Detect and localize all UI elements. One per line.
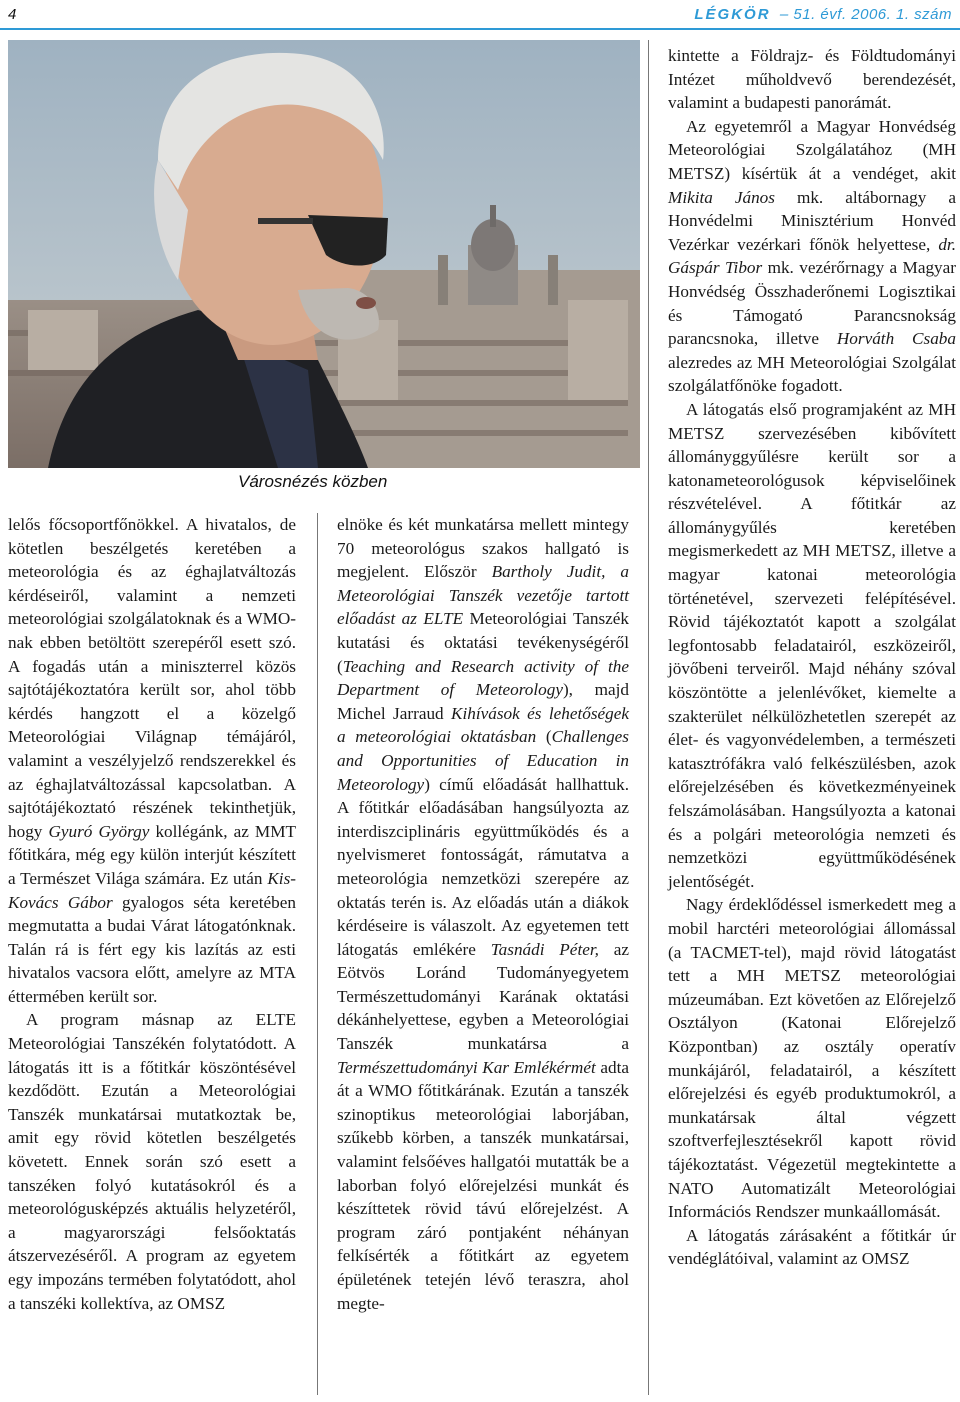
journal-name: LÉGKÖR bbox=[694, 6, 771, 23]
col3-paragraph-3: A látogatás első programjaként az MH METSZ szervezésében kibővített állományggyűlésre került sor a katonameteorológusok képviselőinek részvételével. A főtitkár az állománygyűlés keretében megismerkedett az MH METSZ, illetve a magyar katonai meteorológia történetével, szervezeti felépítésével. Rövid tájékoztatót kapott a szolgálat legfontosabb feladatairól, eszközeiről, jövőbeni terveiről. Majd néhány szóval köszöntötte a jelenlévőket, kiemelte a szakterület nélkülözhetetlen szerepét az élet- és vagyonvédelemben, a természeti katasztrófákra való felkészülésben, azok előrejelzésében és következményeinek felszámolásában. Hangsúlyozta a katonai és a polgári meteorológia nemzeti és nemzetközi együttműködésének jelentőségét. bbox=[668, 399, 956, 891]
photo-illustration bbox=[8, 40, 640, 468]
col1-p1-italic-name: Gyuró György bbox=[48, 821, 150, 841]
col3-paragraph-4: Nagy érdeklődéssel ismerkedett meg a mobil harctéri meteorológiai állomással (a TACMET-tel), majd rövid látogatást tett a MH METSZ meteorológiai múzeumában. Ezt követően az Előrejelző Osztályon (Katonai Előrejelző Központban) az osztály operatív munkájáról, feladatairól, a készített előrejelzési és egyéb produktumokról, a munkatársak által végzett szoftverfejlesztésekről kapott rövid tájékoztatást. Végezetül megtekintette a NATO Automatizált Meteorológiai Információs Rendszer munkaállomását. bbox=[668, 895, 956, 1222]
col2-italic-6: Természettudományi Kar Emlékérmét bbox=[337, 1057, 596, 1077]
col3-p2-italic-3: Horváth Csaba bbox=[836, 329, 956, 349]
col3-p2-text-c: mk. vezérőrnagy a Magyar Honvédség Összhaderőnemi Logisztikai és Támogató Parancsnokság parancsnoka, illetve bbox=[668, 258, 956, 349]
col2-paragraph-1 bbox=[337, 513, 629, 1315]
col1-paragraph-1 bbox=[8, 513, 296, 1008]
journal-title bbox=[694, 6, 952, 23]
col2-text-b: Meteorológiai Tanszék kutatási és oktatási tevékenységéről ( bbox=[337, 609, 629, 676]
page-number: 4 bbox=[8, 6, 17, 23]
col1-p1-text-b: kollégánk, az MMT főtitkára, még egy külön interjút készített a Természet Világa számára. Ez után bbox=[8, 821, 296, 888]
page-header bbox=[0, 0, 960, 30]
col3-paragraph-1: kintette a Földrajz- és Földtudományi Intézet műholdvevő berendezését, valamint a budapesti panorámát. bbox=[668, 46, 956, 113]
col3-p2-text-b: mk. altábornagy a Honvédelmi Minisztérium Honvéd Vezérkar vezérkari főnök helyettese, bbox=[668, 187, 956, 254]
col2-text-g: adta át a WMO főtitkárának. Ezután a tanszék szinoptikus meteorológiai laborjában, szűkebb körben, a tanszék munkatársai, valamint felsőéves hallgatói mutatták be a laborban folyó előrejelzési munkát és készíttetek rövid távú előrejelzést. A program záró pontjaként néhányan felkísérték a főtitkárt az egyetem épületének tetején lévő teraszra, ahol megte- bbox=[337, 1057, 629, 1313]
col2-italic-1: Bartholy Judit, a Meteorológiai Tanszék vezetője tartott előadást az ELTE bbox=[337, 562, 629, 629]
photo-caption: Városnézés közben bbox=[238, 472, 388, 491]
col2-text-c: ), majd Michel Jarraud bbox=[337, 680, 629, 723]
col3-p2-text-a: Az egyetemről a Magyar Honvédség Meteorológiai Szolgálatához (MH METSZ) kísértük át a vendéget, akit bbox=[668, 116, 956, 183]
text-column-1 bbox=[8, 513, 296, 1315]
col1-paragraph-2: A program másnap az ELTE Meteorológiai Tanszékén folytatódott. A látogatás itt is a főtitkár köszöntésével kezdődött. Ezután a Meteorológiai Tanszék munkatársai mutatkoztak be, amit egy rövid kötetlen beszélgetés követett. Ennek során szó esett a tanszéken folyó kutatásokról és a meteorológusképzés aktuális helyzetéről, a magyarországi felsőoktatás átszervezéséről. A program az egyetem egy impozáns termében folytatódott, ahol a tanszéki kollektíva, az OMSZ bbox=[8, 1010, 296, 1313]
col3-p2-italic-1: Mikita János bbox=[668, 187, 775, 207]
text-column-2 bbox=[337, 513, 629, 1315]
col1-p1-text-c: gyalogos séta keretében megmutatta a budai Várat látogatónknak. Talán rá is fért egy kis lazítás az esti hivatalos vacsora előtt, amelyre az MTA éttermében került sor. bbox=[8, 892, 296, 1006]
col1-p1-text: lelős főcsoportfőnökkel. A hivatalos, de kötetlen beszélgetés keretében a meteorológia és az éghajlatváltozás kérdéseiről, valamint a nemzeti meteorológiai szolgálatoknak és a WMO-nak ebben betöltött szerepéről esett szó. A fogadás után a miniszterrel közös sajtótájékoztatóra került sor, ahol több kérdés hangzott el a közelgő Meteorológiai Világnap témájáról, valamint a veszélyjelző rendszerekkel és az éghajlatváltozással kapcsolatban. A sajtótájékoztató részének tekinthetjük, hogy bbox=[8, 515, 296, 841]
journal-issue: – 51. évf. 2006. 1. szám bbox=[779, 6, 952, 23]
col2-text-f: az Eötvös Loránd Tudományegyetem Természettudományi Karának oktatási dékánhelyettese, egyben a Meteorológiai Tanszék munkatársa a bbox=[337, 939, 629, 1054]
col3-paragraph-5: A látogatás zárásaként a főtitkár úr vendéglátóival, valamint az OMSZ bbox=[668, 1225, 956, 1269]
col2-text-d: ( bbox=[536, 727, 552, 747]
col2-italic-5: Tasnádi Péter, bbox=[490, 939, 599, 959]
column-divider-left bbox=[317, 513, 318, 1395]
col2-italic-4: Challenges and Opportunities of Education in Meteorology bbox=[337, 727, 629, 794]
col2-text-e: ) című előadását hallhattuk. A főtitkár előadásában hangsúlyozta az interdiszciplináris együttműködés és a nyelvismeret fontosságát, rámutatva a meteorológia nemzetközi szerepére az oktatás terén is. Az előadás után a diákok kérdéseire is válaszolt. Az egyetemen tett látogatás emlékére bbox=[337, 774, 629, 959]
col3-p2-text-d: alezredes az MH Meteorológiai Szolgálat szolgálatfőnöke fogadott. bbox=[668, 352, 956, 396]
col1-p1-italic-name-2: Kis-Kovács Gábor bbox=[8, 868, 296, 912]
column-divider-right bbox=[648, 40, 649, 1395]
col2-italic-2: Teaching and Research activity of the Department of Meteorology bbox=[337, 656, 629, 700]
col3-p2-italic-2: dr. Gáspár Tibor bbox=[668, 234, 956, 278]
text-column-3 bbox=[668, 44, 956, 1271]
header-rule bbox=[0, 28, 960, 30]
photo-city-sightseeing bbox=[8, 40, 640, 468]
col2-italic-3: Kihívások és lehetőségek a meteorológiai oktatásban bbox=[337, 703, 629, 747]
col3-paragraph-2 bbox=[668, 115, 956, 398]
col2-text-a: elnöke és két munkatársa mellett mintegy 70 meteorológus szakos hallgató is megjelent. Először bbox=[337, 515, 629, 582]
